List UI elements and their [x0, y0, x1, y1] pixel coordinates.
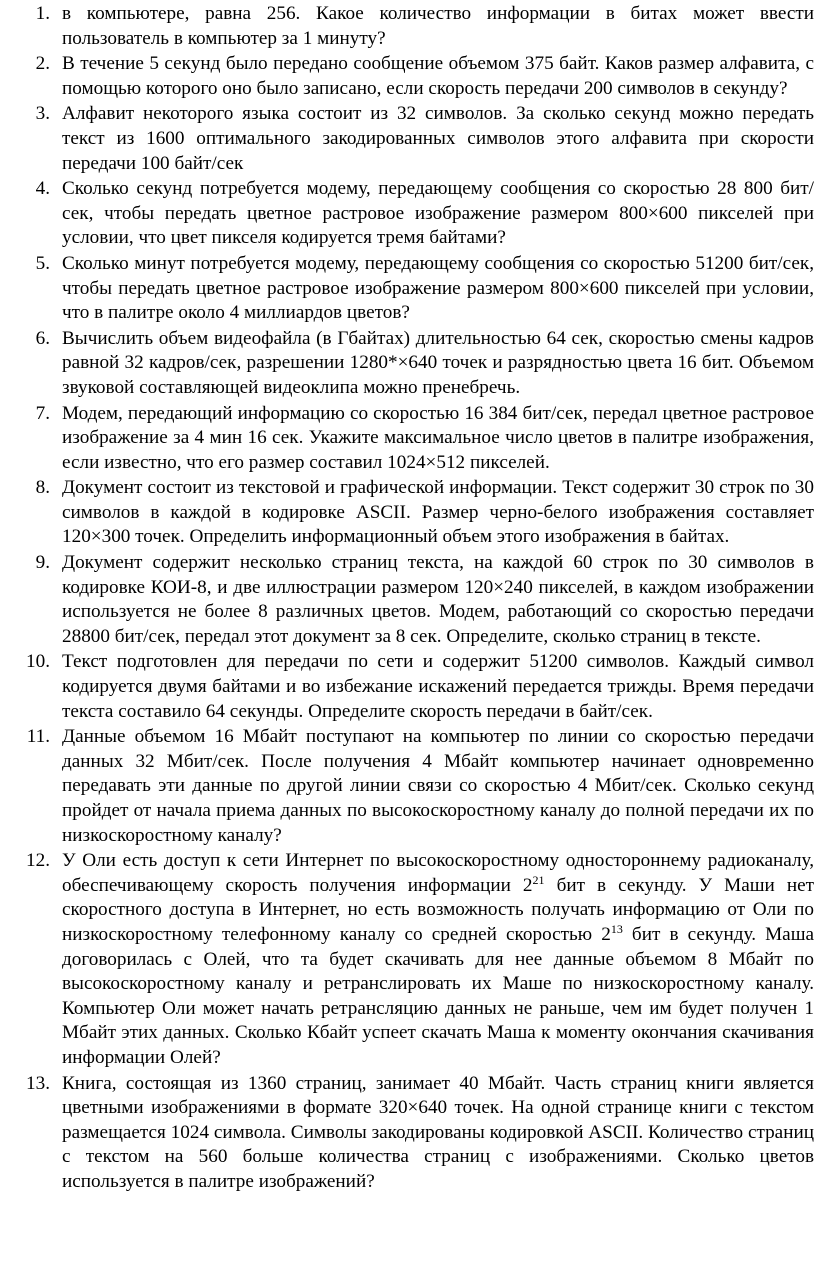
problem-number: 10. [26, 651, 50, 673]
problem-item [0, 476, 816, 550]
problem-text: Модем, передающий информацию со скоростью 16 384 бит/сек, передал цветное растровое изображение за 4 мин 16 сек. Укажите максимальное число цветов в палитре изображения, если известно, что его размер составил 1024×512 пикселей. [62, 402, 814, 473]
problem-item [0, 402, 816, 476]
problem-number: 1. [35, 3, 50, 24]
problem-text: Текст подготовлен для передачи по сети и содержит 51200 символов. Каждый символ кодируется двумя байтами и во избежание искажений передается трижды. Время передачи текста составило 64 секунды. Определите скорость передачи в байт/сек. [62, 651, 814, 722]
problem-item [0, 650, 816, 724]
problem-text-part: бит в секунду. Маша договорилась с Олей, что та будет скачивать для нее данные объемом 8 Мбайт по высокоскоростному каналу и ретранслировать их Маше по низкоскоростному каналу. Компьютер Оли может начать ретрансляцию данных не раньше, чем им будет получен 1 Мбайт этих данных. Сколько Кбайт успеет скачать Маша к моменту окончания скачивания информации Олей? [62, 923, 814, 1068]
problem-list [0, 2, 816, 1196]
problem-text-part: бит в секунду. У Маши нет скоростного доступа в Интернет, но есть возможность получать информацию от Оли по низкоскоростному телефонному каналу со средней скоростью 2 [62, 874, 814, 945]
problem-number: 8. [35, 477, 50, 499]
problem-text: в компьютере, равна 256. Какое количество информации в битах может ввести пользователь в компьютер за 1 минуту? [62, 3, 814, 49]
problem-item [0, 52, 816, 101]
exponent: 21 [532, 872, 545, 887]
problem-text: Алфавит некоторого языка состоит из 32 символов. За сколько секунд можно передать текст из 1600 оптимального закодированных символов этого алфавита при скорости передачи 100 байт/сек [62, 103, 814, 174]
problem-number: 5. [35, 252, 50, 274]
problem-text [62, 850, 814, 1068]
problem-item [0, 327, 816, 401]
exponent: 13 [610, 921, 623, 936]
problem-text: Сколько секунд потребуется модему, передающему сообщения со скоростью 28 800 бит/сек, чтобы передать цветное растровое изображение размером 800×600 пикселей при условии, что цвет пикселя кодируется тремя байтами? [62, 178, 814, 249]
problem-item [0, 551, 816, 649]
problem-text: Документ состоит из текстовой и графической информации. Текст содержит 30 строк по 30 символов в каждой в кодировке ASCII. Размер черно-белого изображения составляет 120×300 точек. Определить информационный объем этого изображения в байтах. [62, 477, 814, 548]
problem-text: Данные объемом 16 Мбайт поступают на компьютер по линии со скоростью передачи данных 32 Мбит/сек. После получения 4 Мбайт компьютер начинает одновременно передавать эти данные по другой линии связи со скоростью 4 Мбит/сек. Сколько секунд пройдет от начала приема данных по высокоскоростному каналу до полной передачи их по низкоскоростному каналу? [62, 726, 814, 846]
problem-number: 12. [26, 850, 50, 872]
problem-text: Документ содержит несколько страниц текста, на каждой 60 строк по 30 символов в кодировке КОИ-8, и две иллюстрации размером 120×240 пикселей, в каждом изображении используется не более 8 различных цветов. Модем, работающий со скоростью передачи 28800 бит/сек, передал этот документ за 8 сек. Определите, сколько страниц в тексте. [62, 552, 814, 647]
problem-number: 2. [35, 53, 50, 75]
problem-number: 13. [26, 1072, 50, 1094]
problem-number: 7. [35, 402, 50, 424]
problem-text: Вычислить объем видеофайла (в Гбайтах) длительностью 64 сек, скоростью смены кадров равной 32 кадров/сек, разрешении 1280*×640 точек и разрядностью цвета 16 бит. Объемом звуковой составляющей видеоклипа можно пренебречь. [62, 327, 814, 398]
problem-item [0, 177, 816, 251]
problem-number: 6. [35, 327, 50, 349]
problem-item [0, 725, 816, 848]
problem-number: 3. [35, 103, 50, 125]
problem-text: Книга, состоящая из 1360 страниц, занимает 40 Мбайт. Часть страниц книги является цветными изображениями в формате 320×640 точек. На одной странице книги с текстом размещается 1024 символа. Символы закодированы кодировкой ASCII. Количество страниц с текстом на 560 больше количества страниц с изображениями. Сколько цветов используется в палитре изображений? [62, 1072, 814, 1192]
problem-text-part: У Оли есть доступ к сети Интернет по высокоскоростному одностороннему радиоканалу, обеспечивающему скорость получения информации 2 [62, 850, 814, 896]
problem-number: 11. [26, 726, 50, 748]
problem-text: В течение 5 секунд было передано сообщение объемом 375 байт. Каков размер алфавита, с помощью которого оно было записано, если скорость передачи 200 символов в секунду? [62, 53, 814, 99]
problem-text: Сколько минут потребуется модему, передающему сообщения со скоростью 51200 бит/сек, чтобы передать цветное растровое изображение размером 800×600 пикселей при условии, что в палитре около 4 миллиардов цветов? [62, 252, 814, 324]
problem-number: 4. [35, 178, 50, 200]
problem-item [0, 849, 816, 1070]
problem-item [0, 2, 816, 51]
problem-item [0, 102, 816, 176]
problem-item [0, 1072, 816, 1195]
problem-number: 9. [35, 552, 50, 574]
problem-item [0, 252, 816, 326]
